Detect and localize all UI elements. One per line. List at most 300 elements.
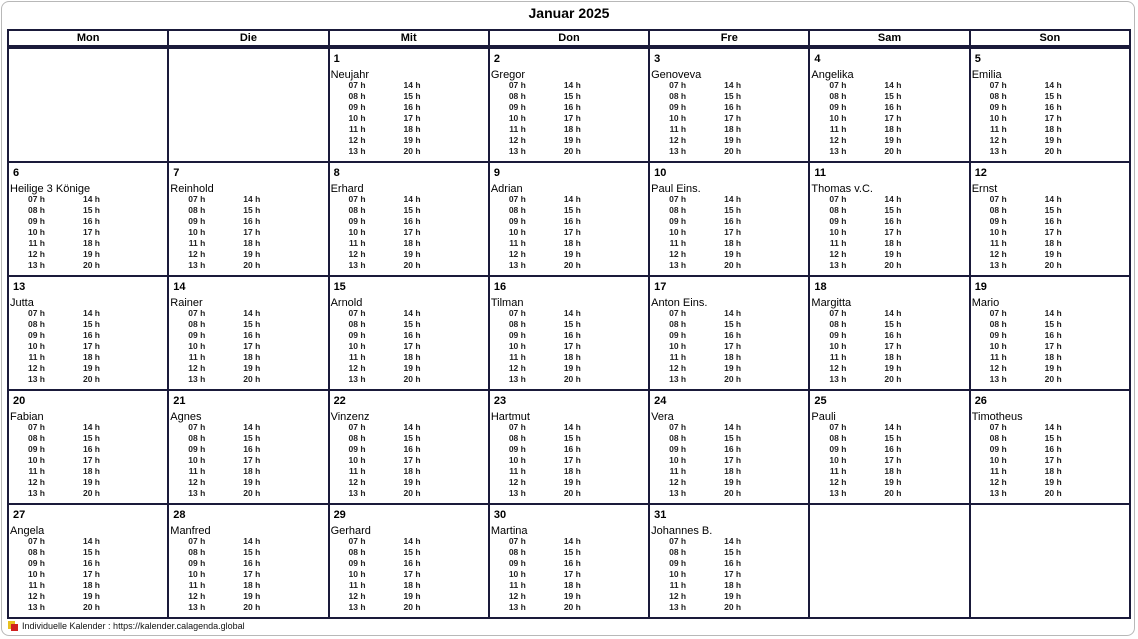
time-slot[interactable] bbox=[348, 216, 403, 227]
time-slot[interactable] bbox=[508, 319, 563, 330]
time-slot[interactable] bbox=[828, 466, 883, 477]
time-slot[interactable] bbox=[403, 422, 458, 433]
time-slot[interactable] bbox=[1044, 135, 1099, 146]
time-slot[interactable] bbox=[187, 558, 242, 569]
day-cell[interactable] bbox=[488, 49, 648, 161]
time-slot[interactable] bbox=[989, 194, 1044, 205]
time-slot[interactable] bbox=[348, 455, 403, 466]
time-slot[interactable] bbox=[1044, 260, 1099, 271]
time-slot[interactable] bbox=[563, 374, 618, 385]
time-slot[interactable] bbox=[563, 422, 618, 433]
time-slot[interactable] bbox=[668, 216, 723, 227]
time-slot[interactable] bbox=[883, 124, 938, 135]
time-slot[interactable] bbox=[187, 216, 242, 227]
time-slot[interactable] bbox=[242, 249, 297, 260]
time-slot[interactable] bbox=[668, 135, 723, 146]
time-slot[interactable] bbox=[563, 444, 618, 455]
time-slot[interactable] bbox=[668, 249, 723, 260]
time-slot[interactable] bbox=[82, 466, 137, 477]
time-slot[interactable] bbox=[563, 113, 618, 124]
time-slot[interactable] bbox=[828, 135, 883, 146]
time-slot[interactable] bbox=[828, 433, 883, 444]
time-slot[interactable] bbox=[27, 363, 82, 374]
time-slot[interactable] bbox=[187, 352, 242, 363]
time-slot[interactable] bbox=[723, 374, 778, 385]
time-slot[interactable] bbox=[403, 330, 458, 341]
time-slot[interactable] bbox=[1044, 455, 1099, 466]
time-slot[interactable] bbox=[27, 374, 82, 385]
time-slot[interactable] bbox=[563, 547, 618, 558]
time-slot[interactable] bbox=[563, 580, 618, 591]
time-slot[interactable] bbox=[883, 227, 938, 238]
time-slot[interactable] bbox=[403, 591, 458, 602]
time-slot[interactable] bbox=[989, 308, 1044, 319]
time-slot[interactable] bbox=[563, 363, 618, 374]
time-slot[interactable] bbox=[723, 91, 778, 102]
time-slot[interactable] bbox=[668, 580, 723, 591]
time-slot[interactable] bbox=[403, 488, 458, 499]
time-slot[interactable] bbox=[403, 558, 458, 569]
time-slot[interactable] bbox=[508, 547, 563, 558]
time-slot[interactable] bbox=[563, 135, 618, 146]
time-slot[interactable] bbox=[828, 227, 883, 238]
time-slot[interactable] bbox=[82, 591, 137, 602]
time-slot[interactable] bbox=[883, 216, 938, 227]
time-slot[interactable] bbox=[82, 477, 137, 488]
time-slot[interactable] bbox=[27, 569, 82, 580]
time-slot[interactable] bbox=[668, 569, 723, 580]
time-slot[interactable] bbox=[348, 466, 403, 477]
time-slot[interactable] bbox=[828, 146, 883, 157]
time-slot[interactable] bbox=[668, 319, 723, 330]
time-slot[interactable] bbox=[828, 374, 883, 385]
time-slot[interactable] bbox=[989, 488, 1044, 499]
time-slot[interactable] bbox=[883, 238, 938, 249]
day-cell[interactable] bbox=[969, 277, 1129, 389]
time-slot[interactable] bbox=[508, 352, 563, 363]
time-slot[interactable] bbox=[242, 238, 297, 249]
time-slot[interactable] bbox=[1044, 194, 1099, 205]
time-slot[interactable] bbox=[348, 205, 403, 216]
time-slot[interactable] bbox=[187, 249, 242, 260]
time-slot[interactable] bbox=[82, 308, 137, 319]
time-slot[interactable] bbox=[828, 216, 883, 227]
time-slot[interactable] bbox=[989, 374, 1044, 385]
time-slot[interactable] bbox=[563, 91, 618, 102]
time-slot[interactable] bbox=[403, 580, 458, 591]
time-slot[interactable] bbox=[883, 319, 938, 330]
time-slot[interactable] bbox=[883, 363, 938, 374]
time-slot[interactable] bbox=[723, 466, 778, 477]
time-slot[interactable] bbox=[723, 319, 778, 330]
time-slot[interactable] bbox=[27, 536, 82, 547]
time-slot[interactable] bbox=[508, 433, 563, 444]
day-cell[interactable] bbox=[488, 505, 648, 617]
time-slot[interactable] bbox=[508, 91, 563, 102]
time-slot[interactable] bbox=[242, 205, 297, 216]
day-cell[interactable] bbox=[648, 49, 808, 161]
time-slot[interactable] bbox=[668, 80, 723, 91]
time-slot[interactable] bbox=[883, 91, 938, 102]
time-slot[interactable] bbox=[1044, 363, 1099, 374]
time-slot[interactable] bbox=[187, 319, 242, 330]
time-slot[interactable] bbox=[403, 238, 458, 249]
time-slot[interactable] bbox=[883, 477, 938, 488]
time-slot[interactable] bbox=[1044, 249, 1099, 260]
time-slot[interactable] bbox=[668, 444, 723, 455]
time-slot[interactable] bbox=[1044, 146, 1099, 157]
time-slot[interactable] bbox=[668, 547, 723, 558]
time-slot[interactable] bbox=[828, 422, 883, 433]
time-slot[interactable] bbox=[187, 433, 242, 444]
time-slot[interactable] bbox=[242, 422, 297, 433]
time-slot[interactable] bbox=[403, 569, 458, 580]
time-slot[interactable] bbox=[723, 422, 778, 433]
time-slot[interactable] bbox=[883, 135, 938, 146]
time-slot[interactable] bbox=[723, 602, 778, 613]
time-slot[interactable] bbox=[27, 216, 82, 227]
time-slot[interactable] bbox=[187, 580, 242, 591]
time-slot[interactable] bbox=[883, 146, 938, 157]
time-slot[interactable] bbox=[242, 194, 297, 205]
time-slot[interactable] bbox=[723, 352, 778, 363]
time-slot[interactable] bbox=[27, 319, 82, 330]
time-slot[interactable] bbox=[723, 227, 778, 238]
time-slot[interactable] bbox=[403, 444, 458, 455]
time-slot[interactable] bbox=[828, 488, 883, 499]
time-slot[interactable] bbox=[828, 194, 883, 205]
time-slot[interactable] bbox=[27, 238, 82, 249]
time-slot[interactable] bbox=[989, 146, 1044, 157]
day-cell[interactable] bbox=[648, 505, 808, 617]
day-cell[interactable] bbox=[328, 505, 488, 617]
time-slot[interactable] bbox=[403, 146, 458, 157]
time-slot[interactable] bbox=[883, 80, 938, 91]
time-slot[interactable] bbox=[348, 124, 403, 135]
time-slot[interactable] bbox=[242, 536, 297, 547]
day-cell[interactable] bbox=[969, 163, 1129, 275]
time-slot[interactable] bbox=[1044, 113, 1099, 124]
time-slot[interactable] bbox=[508, 308, 563, 319]
day-cell[interactable] bbox=[167, 505, 327, 617]
time-slot[interactable] bbox=[82, 352, 137, 363]
time-slot[interactable] bbox=[563, 216, 618, 227]
time-slot[interactable] bbox=[348, 238, 403, 249]
time-slot[interactable] bbox=[563, 488, 618, 499]
time-slot[interactable] bbox=[187, 444, 242, 455]
time-slot[interactable] bbox=[348, 536, 403, 547]
time-slot[interactable] bbox=[82, 433, 137, 444]
time-slot[interactable] bbox=[508, 558, 563, 569]
time-slot[interactable] bbox=[1044, 205, 1099, 216]
time-slot[interactable] bbox=[883, 444, 938, 455]
time-slot[interactable] bbox=[187, 341, 242, 352]
time-slot[interactable] bbox=[883, 488, 938, 499]
day-cell[interactable] bbox=[167, 163, 327, 275]
time-slot[interactable] bbox=[403, 227, 458, 238]
time-slot[interactable] bbox=[27, 580, 82, 591]
time-slot[interactable] bbox=[668, 477, 723, 488]
time-slot[interactable] bbox=[27, 249, 82, 260]
time-slot[interactable] bbox=[563, 536, 618, 547]
time-slot[interactable] bbox=[723, 363, 778, 374]
time-slot[interactable] bbox=[1044, 124, 1099, 135]
time-slot[interactable] bbox=[989, 135, 1044, 146]
time-slot[interactable] bbox=[82, 205, 137, 216]
time-slot[interactable] bbox=[82, 238, 137, 249]
time-slot[interactable] bbox=[508, 536, 563, 547]
time-slot[interactable] bbox=[828, 308, 883, 319]
time-slot[interactable] bbox=[82, 260, 137, 271]
time-slot[interactable] bbox=[828, 260, 883, 271]
time-slot[interactable] bbox=[187, 591, 242, 602]
time-slot[interactable] bbox=[989, 113, 1044, 124]
time-slot[interactable] bbox=[27, 591, 82, 602]
time-slot[interactable] bbox=[828, 91, 883, 102]
time-slot[interactable] bbox=[723, 205, 778, 216]
time-slot[interactable] bbox=[242, 319, 297, 330]
time-slot[interactable] bbox=[563, 558, 618, 569]
time-slot[interactable] bbox=[348, 227, 403, 238]
time-slot[interactable] bbox=[828, 455, 883, 466]
day-cell[interactable] bbox=[328, 277, 488, 389]
time-slot[interactable] bbox=[989, 455, 1044, 466]
time-slot[interactable] bbox=[242, 433, 297, 444]
time-slot[interactable] bbox=[348, 260, 403, 271]
time-slot[interactable] bbox=[187, 536, 242, 547]
time-slot[interactable] bbox=[242, 363, 297, 374]
time-slot[interactable] bbox=[723, 341, 778, 352]
time-slot[interactable] bbox=[242, 591, 297, 602]
time-slot[interactable] bbox=[348, 80, 403, 91]
time-slot[interactable] bbox=[403, 547, 458, 558]
time-slot[interactable] bbox=[828, 444, 883, 455]
time-slot[interactable] bbox=[883, 194, 938, 205]
time-slot[interactable] bbox=[723, 102, 778, 113]
time-slot[interactable] bbox=[403, 352, 458, 363]
time-slot[interactable] bbox=[668, 91, 723, 102]
time-slot[interactable] bbox=[828, 113, 883, 124]
time-slot[interactable] bbox=[508, 102, 563, 113]
time-slot[interactable] bbox=[508, 135, 563, 146]
time-slot[interactable] bbox=[723, 135, 778, 146]
time-slot[interactable] bbox=[668, 558, 723, 569]
time-slot[interactable] bbox=[668, 536, 723, 547]
time-slot[interactable] bbox=[668, 602, 723, 613]
time-slot[interactable] bbox=[883, 352, 938, 363]
time-slot[interactable] bbox=[668, 194, 723, 205]
time-slot[interactable] bbox=[883, 374, 938, 385]
time-slot[interactable] bbox=[723, 330, 778, 341]
time-slot[interactable] bbox=[348, 249, 403, 260]
time-slot[interactable] bbox=[1044, 477, 1099, 488]
time-slot[interactable] bbox=[1044, 488, 1099, 499]
time-slot[interactable] bbox=[403, 80, 458, 91]
time-slot[interactable] bbox=[1044, 216, 1099, 227]
time-slot[interactable] bbox=[1044, 341, 1099, 352]
time-slot[interactable] bbox=[508, 341, 563, 352]
time-slot[interactable] bbox=[403, 135, 458, 146]
time-slot[interactable] bbox=[27, 602, 82, 613]
time-slot[interactable] bbox=[508, 374, 563, 385]
time-slot[interactable] bbox=[348, 444, 403, 455]
time-slot[interactable] bbox=[348, 602, 403, 613]
time-slot[interactable] bbox=[989, 124, 1044, 135]
time-slot[interactable] bbox=[82, 602, 137, 613]
time-slot[interactable] bbox=[563, 124, 618, 135]
time-slot[interactable] bbox=[27, 330, 82, 341]
time-slot[interactable] bbox=[828, 80, 883, 91]
time-slot[interactable] bbox=[1044, 422, 1099, 433]
time-slot[interactable] bbox=[989, 330, 1044, 341]
time-slot[interactable] bbox=[187, 205, 242, 216]
time-slot[interactable] bbox=[723, 547, 778, 558]
day-cell[interactable] bbox=[328, 391, 488, 503]
time-slot[interactable] bbox=[27, 205, 82, 216]
time-slot[interactable] bbox=[989, 477, 1044, 488]
time-slot[interactable] bbox=[242, 547, 297, 558]
time-slot[interactable] bbox=[989, 216, 1044, 227]
time-slot[interactable] bbox=[883, 249, 938, 260]
time-slot[interactable] bbox=[1044, 227, 1099, 238]
time-slot[interactable] bbox=[883, 260, 938, 271]
time-slot[interactable] bbox=[668, 591, 723, 602]
time-slot[interactable] bbox=[348, 547, 403, 558]
time-slot[interactable] bbox=[883, 422, 938, 433]
time-slot[interactable] bbox=[403, 341, 458, 352]
time-slot[interactable] bbox=[989, 238, 1044, 249]
time-slot[interactable] bbox=[27, 547, 82, 558]
day-cell[interactable] bbox=[969, 391, 1129, 503]
time-slot[interactable] bbox=[348, 113, 403, 124]
time-slot[interactable] bbox=[242, 374, 297, 385]
time-slot[interactable] bbox=[403, 363, 458, 374]
day-cell[interactable] bbox=[9, 277, 167, 389]
time-slot[interactable] bbox=[27, 477, 82, 488]
day-cell[interactable] bbox=[167, 391, 327, 503]
time-slot[interactable] bbox=[723, 113, 778, 124]
time-slot[interactable] bbox=[27, 422, 82, 433]
time-slot[interactable] bbox=[242, 558, 297, 569]
time-slot[interactable] bbox=[563, 194, 618, 205]
time-slot[interactable] bbox=[723, 433, 778, 444]
time-slot[interactable] bbox=[508, 238, 563, 249]
day-cell[interactable] bbox=[488, 163, 648, 275]
time-slot[interactable] bbox=[508, 330, 563, 341]
time-slot[interactable] bbox=[563, 591, 618, 602]
time-slot[interactable] bbox=[828, 330, 883, 341]
time-slot[interactable] bbox=[563, 205, 618, 216]
time-slot[interactable] bbox=[242, 330, 297, 341]
time-slot[interactable] bbox=[348, 352, 403, 363]
time-slot[interactable] bbox=[723, 455, 778, 466]
time-slot[interactable] bbox=[242, 580, 297, 591]
time-slot[interactable] bbox=[348, 488, 403, 499]
time-slot[interactable] bbox=[508, 591, 563, 602]
time-slot[interactable] bbox=[82, 422, 137, 433]
time-slot[interactable] bbox=[723, 249, 778, 260]
day-cell[interactable] bbox=[969, 49, 1129, 161]
time-slot[interactable] bbox=[242, 216, 297, 227]
time-slot[interactable] bbox=[563, 249, 618, 260]
time-slot[interactable] bbox=[1044, 80, 1099, 91]
time-slot[interactable] bbox=[242, 488, 297, 499]
day-cell[interactable] bbox=[9, 163, 167, 275]
time-slot[interactable] bbox=[668, 227, 723, 238]
time-slot[interactable] bbox=[27, 558, 82, 569]
time-slot[interactable] bbox=[508, 363, 563, 374]
day-cell[interactable] bbox=[9, 505, 167, 617]
time-slot[interactable] bbox=[348, 558, 403, 569]
time-slot[interactable] bbox=[508, 569, 563, 580]
time-slot[interactable] bbox=[27, 227, 82, 238]
time-slot[interactable] bbox=[82, 488, 137, 499]
time-slot[interactable] bbox=[668, 374, 723, 385]
time-slot[interactable] bbox=[723, 536, 778, 547]
time-slot[interactable] bbox=[27, 194, 82, 205]
time-slot[interactable] bbox=[563, 102, 618, 113]
time-slot[interactable] bbox=[348, 591, 403, 602]
time-slot[interactable] bbox=[828, 363, 883, 374]
time-slot[interactable] bbox=[668, 308, 723, 319]
day-cell[interactable] bbox=[808, 391, 968, 503]
time-slot[interactable] bbox=[989, 80, 1044, 91]
time-slot[interactable] bbox=[563, 80, 618, 91]
day-cell[interactable] bbox=[488, 391, 648, 503]
time-slot[interactable] bbox=[508, 602, 563, 613]
time-slot[interactable] bbox=[242, 260, 297, 271]
time-slot[interactable] bbox=[563, 602, 618, 613]
time-slot[interactable] bbox=[883, 330, 938, 341]
time-slot[interactable] bbox=[1044, 91, 1099, 102]
time-slot[interactable] bbox=[27, 488, 82, 499]
time-slot[interactable] bbox=[668, 260, 723, 271]
time-slot[interactable] bbox=[27, 433, 82, 444]
time-slot[interactable] bbox=[668, 330, 723, 341]
time-slot[interactable] bbox=[989, 260, 1044, 271]
time-slot[interactable] bbox=[1044, 374, 1099, 385]
time-slot[interactable] bbox=[348, 374, 403, 385]
time-slot[interactable] bbox=[883, 205, 938, 216]
time-slot[interactable] bbox=[1044, 352, 1099, 363]
time-slot[interactable] bbox=[1044, 102, 1099, 113]
time-slot[interactable] bbox=[883, 341, 938, 352]
time-slot[interactable] bbox=[989, 102, 1044, 113]
time-slot[interactable] bbox=[1044, 319, 1099, 330]
time-slot[interactable] bbox=[828, 352, 883, 363]
time-slot[interactable] bbox=[723, 124, 778, 135]
time-slot[interactable] bbox=[1044, 238, 1099, 249]
time-slot[interactable] bbox=[668, 422, 723, 433]
time-slot[interactable] bbox=[563, 238, 618, 249]
time-slot[interactable] bbox=[723, 216, 778, 227]
day-cell[interactable] bbox=[648, 391, 808, 503]
footer-text[interactable]: Individuelle Kalender : https://kalender.calagenda.global bbox=[22, 621, 245, 631]
time-slot[interactable] bbox=[883, 113, 938, 124]
day-cell[interactable] bbox=[648, 163, 808, 275]
time-slot[interactable] bbox=[82, 455, 137, 466]
time-slot[interactable] bbox=[668, 146, 723, 157]
time-slot[interactable] bbox=[563, 308, 618, 319]
time-slot[interactable] bbox=[508, 422, 563, 433]
time-slot[interactable] bbox=[883, 308, 938, 319]
time-slot[interactable] bbox=[82, 558, 137, 569]
time-slot[interactable] bbox=[187, 569, 242, 580]
time-slot[interactable] bbox=[348, 146, 403, 157]
day-cell[interactable] bbox=[648, 277, 808, 389]
day-cell[interactable] bbox=[167, 277, 327, 389]
time-slot[interactable] bbox=[403, 477, 458, 488]
